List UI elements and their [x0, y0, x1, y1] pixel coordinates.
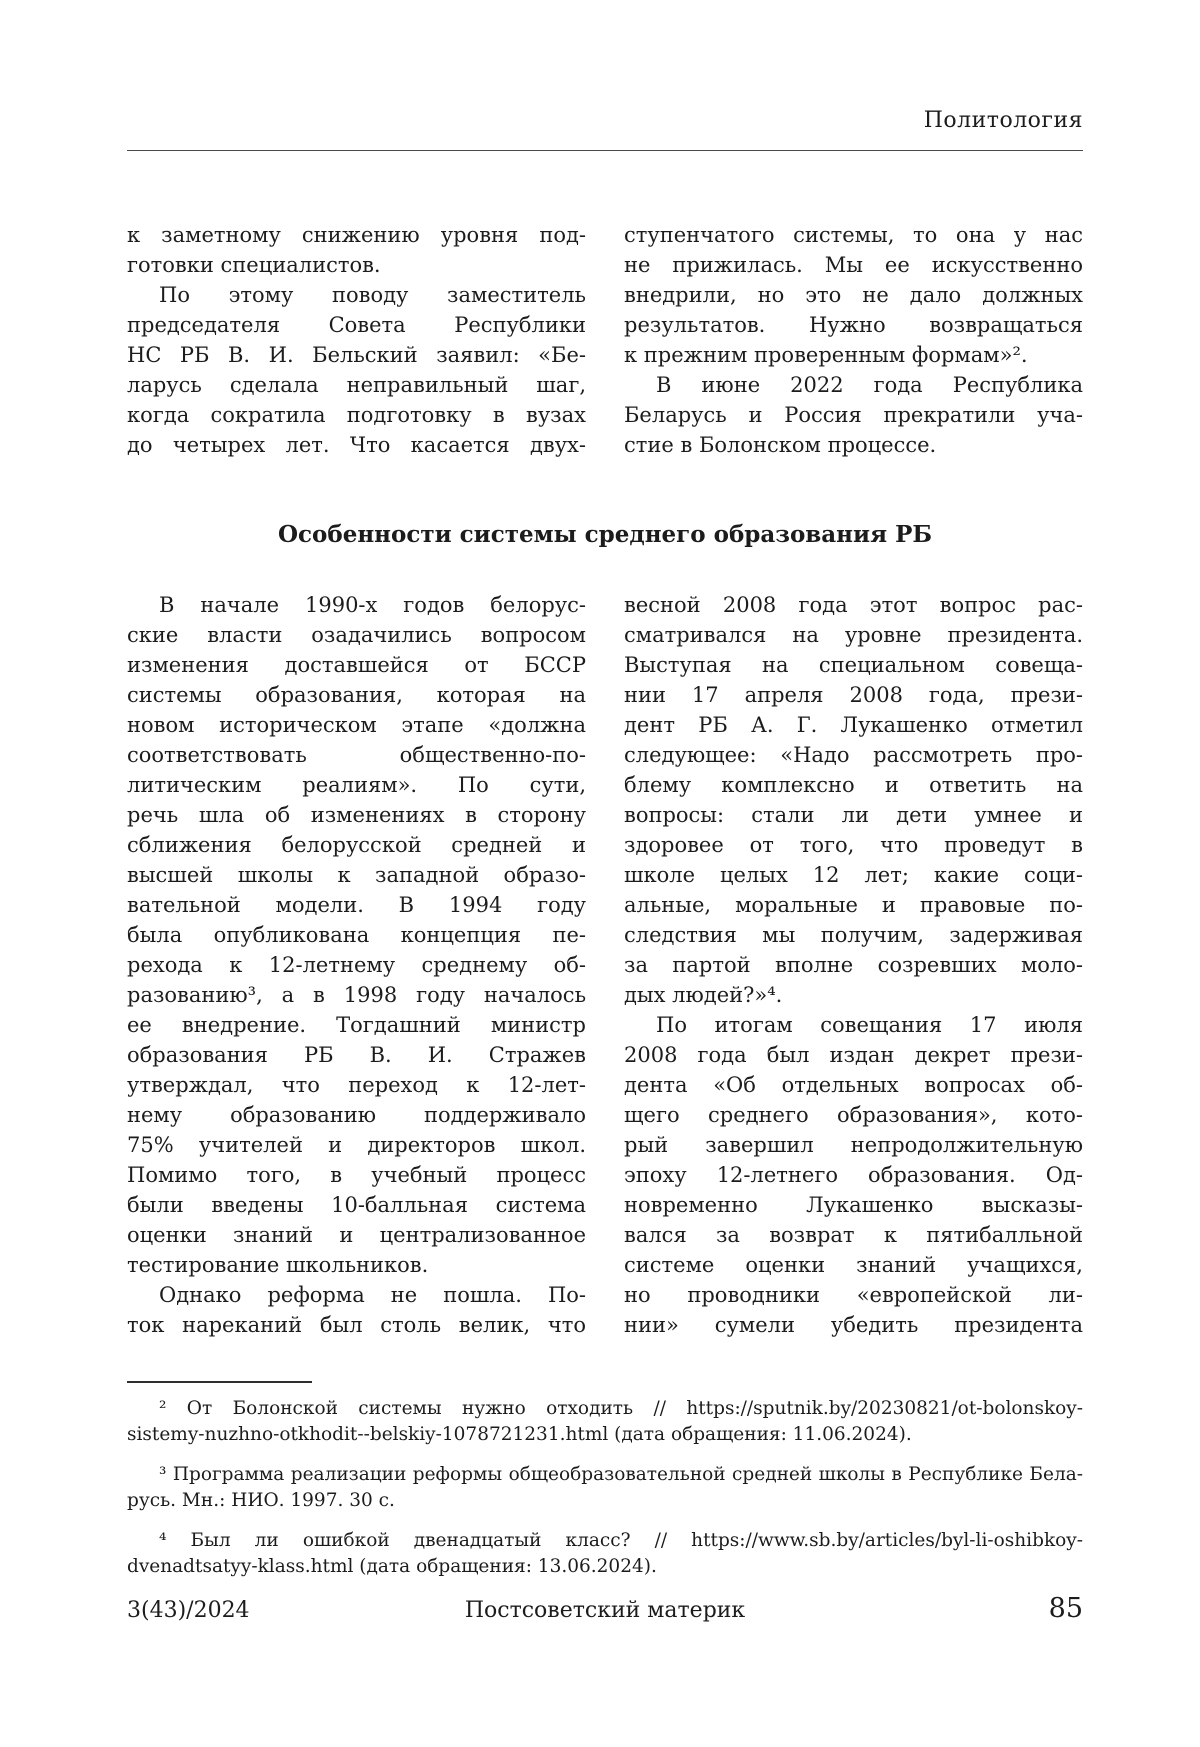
text-line: ские власти озадачились вопросом	[127, 623, 586, 647]
text-line: нему образованию поддерживало	[127, 1103, 586, 1127]
text-line: 75% учителей и директоров школ.	[127, 1133, 586, 1157]
text-line: разованию³, а в 1998 году началось	[127, 983, 586, 1007]
text-line: системы образования, которая на	[127, 683, 586, 707]
text-line: до четырех лет. Что касается двух-	[127, 433, 586, 457]
text-line: блему комплексно и ответить на	[624, 773, 1083, 797]
footnote-line: sistemy-nuzhno-otkhodit--belskiy-1078721231.html (дата обращения: 11.06.2024).	[127, 1424, 912, 1445]
text-line: дент РБ А. Г. Лукашенко отметил	[624, 713, 1083, 737]
section-heading: Особенности системы среднего образования РБ	[277, 521, 933, 548]
text-line: утверждал, что переход к 12-лет-	[127, 1073, 586, 1097]
section-body-block	[127, 590, 1083, 1340]
issue-label: 3(43)/2024	[127, 1598, 250, 1623]
text-line: По итогам совещания 17 июля	[656, 1013, 1083, 1037]
text-line: В начале 1990-х годов белорус-	[159, 593, 586, 617]
text-line: альные, моральные и правовые по-	[624, 893, 1083, 917]
text-line: По этому поводу заместитель	[159, 283, 586, 307]
text-line: эпоху 12-летнего образования. Од-	[624, 1163, 1083, 1187]
text-line: школе целых 12 лет; какие соци-	[624, 863, 1083, 887]
text-line: ларусь сделала неправильный шаг,	[127, 373, 586, 397]
text-line: за партой вполне созревших моло-	[624, 953, 1083, 977]
text-line: здоровее от того, что проведут в	[624, 833, 1083, 857]
footnote-separator	[127, 1381, 312, 1383]
text-line: нии 17 апреля 2008 года, прези-	[624, 683, 1083, 707]
text-line: вательной модели. В 1994 году	[127, 893, 586, 917]
text-line: но проводники «европейской ли-	[624, 1283, 1083, 1307]
text-line: высшей школы к западной образо-	[127, 863, 586, 887]
text-line: Беларусь и Россия прекратили уча-	[624, 403, 1083, 427]
footnote-4	[127, 1528, 1083, 1580]
text-line: не прижилась. Мы ее искусственно	[624, 253, 1083, 277]
page-footer	[127, 1593, 1083, 1624]
text-line: рехода к 12-летнему среднему об-	[127, 953, 586, 977]
footnote-line: ⁴ Был ли ошибкой двенадцатый класс? // https://www.sb.by/articles/byl-li-oshibkoy-	[159, 1530, 1083, 1551]
text-line: изменения доставшейся от БССР	[127, 653, 586, 677]
text-line: к прежним проверенным формам»².	[624, 343, 1028, 367]
footnote-2	[127, 1396, 1083, 1448]
text-line: была опубликована концепция пе-	[127, 923, 586, 947]
footnote-line: ³ Программа реализации реформы общеобразовательной средней школы в Республике Бела-	[159, 1464, 1083, 1485]
text-line: к заметному снижению уровня под-	[127, 223, 586, 247]
text-line: ее внедрение. Тогдашний министр	[127, 1013, 586, 1037]
footnotes-block	[127, 1396, 1083, 1594]
text-line: Помимо того, в учебный процесс	[127, 1163, 586, 1187]
text-line: соответствовать общественно-по-	[127, 743, 586, 767]
text-line: системе оценки знаний учащихся,	[624, 1253, 1083, 1277]
text-line: стие в Болонском процессе.	[624, 433, 937, 457]
text-line: оценки знаний и централизованное	[127, 1223, 586, 1247]
text-line: внедрили, но это не дало должных	[624, 283, 1083, 307]
text-line: ступенчатого системы, то она у нас	[624, 223, 1083, 247]
page-number: 85	[1048, 1593, 1083, 1624]
intro-left-column	[127, 220, 586, 460]
text-line: сматривался на уровне президента.	[624, 623, 1083, 647]
text-line: следующее: «Надо рассмотреть про-	[624, 743, 1083, 767]
text-line: 2008 года был издан декрет прези-	[624, 1043, 1083, 1067]
text-line: Выступая на специальном совеща-	[624, 653, 1083, 677]
text-line: когда сократила подготовку в вузах	[127, 403, 586, 427]
text-line: литическим реалиям». По сути,	[127, 773, 586, 797]
text-line: ток нареканий был столь велик, что	[127, 1313, 586, 1337]
footnote-line: dvenadtsatyy-klass.html (дата обращения: 13.06.2024).	[127, 1556, 657, 1577]
text-line: следствия мы получим, задерживая	[624, 923, 1083, 947]
text-line: новом историческом этапе «должна	[127, 713, 586, 737]
text-line: Однако реформа не пошла. По-	[159, 1283, 586, 1307]
intro-continuation-block	[127, 220, 1083, 460]
text-line: вопросы: стали ли дети умнее и	[624, 803, 1083, 827]
text-line: вался за возврат к пятибалльной	[624, 1223, 1083, 1247]
header-rule	[127, 150, 1083, 151]
text-line: щего среднего образования», кото-	[624, 1103, 1083, 1127]
text-line: образования РБ В. И. Стражев	[127, 1043, 586, 1067]
intro-right-column	[624, 220, 1083, 460]
text-line: дых людей?»⁴.	[624, 983, 783, 1007]
text-line: тестирование школьников.	[127, 1253, 429, 1277]
footnote-line: ² От Болонской системы нужно отходить // https://sputnik.by/20230821/ot-bolonskoy-	[159, 1398, 1083, 1419]
text-line: В июне 2022 года Республика	[656, 373, 1083, 397]
text-line: НС РБ В. И. Бельский заявил: «Бе-	[127, 343, 586, 367]
text-line: сближения белорусской средней и	[127, 833, 586, 857]
footnote-line: русь. Мн.: НИО. 1997. 30 с.	[127, 1490, 395, 1511]
running-head: Политология	[923, 108, 1083, 133]
text-line: результатов. Нужно возвращаться	[624, 313, 1083, 337]
body-right-column	[624, 590, 1083, 1340]
text-line: рый завершил непродолжительную	[624, 1133, 1083, 1157]
text-line: весной 2008 года этот вопрос рас-	[624, 593, 1083, 617]
text-line: были введены 10-балльная система	[127, 1193, 586, 1217]
text-line: новременно Лукашенко высказы-	[624, 1193, 1083, 1217]
footnote-3	[127, 1462, 1083, 1514]
text-line: готовки специалистов.	[127, 253, 381, 277]
text-line: председателя Совета Республики	[127, 313, 586, 337]
text-line: речь шла об изменениях в сторону	[127, 803, 586, 827]
body-left-column	[127, 590, 586, 1340]
journal-title: Постсоветский материк	[464, 1598, 746, 1623]
text-line: дента «Об отдельных вопросах об-	[624, 1073, 1083, 1097]
text-line: нии» сумели убедить президента	[624, 1313, 1083, 1337]
